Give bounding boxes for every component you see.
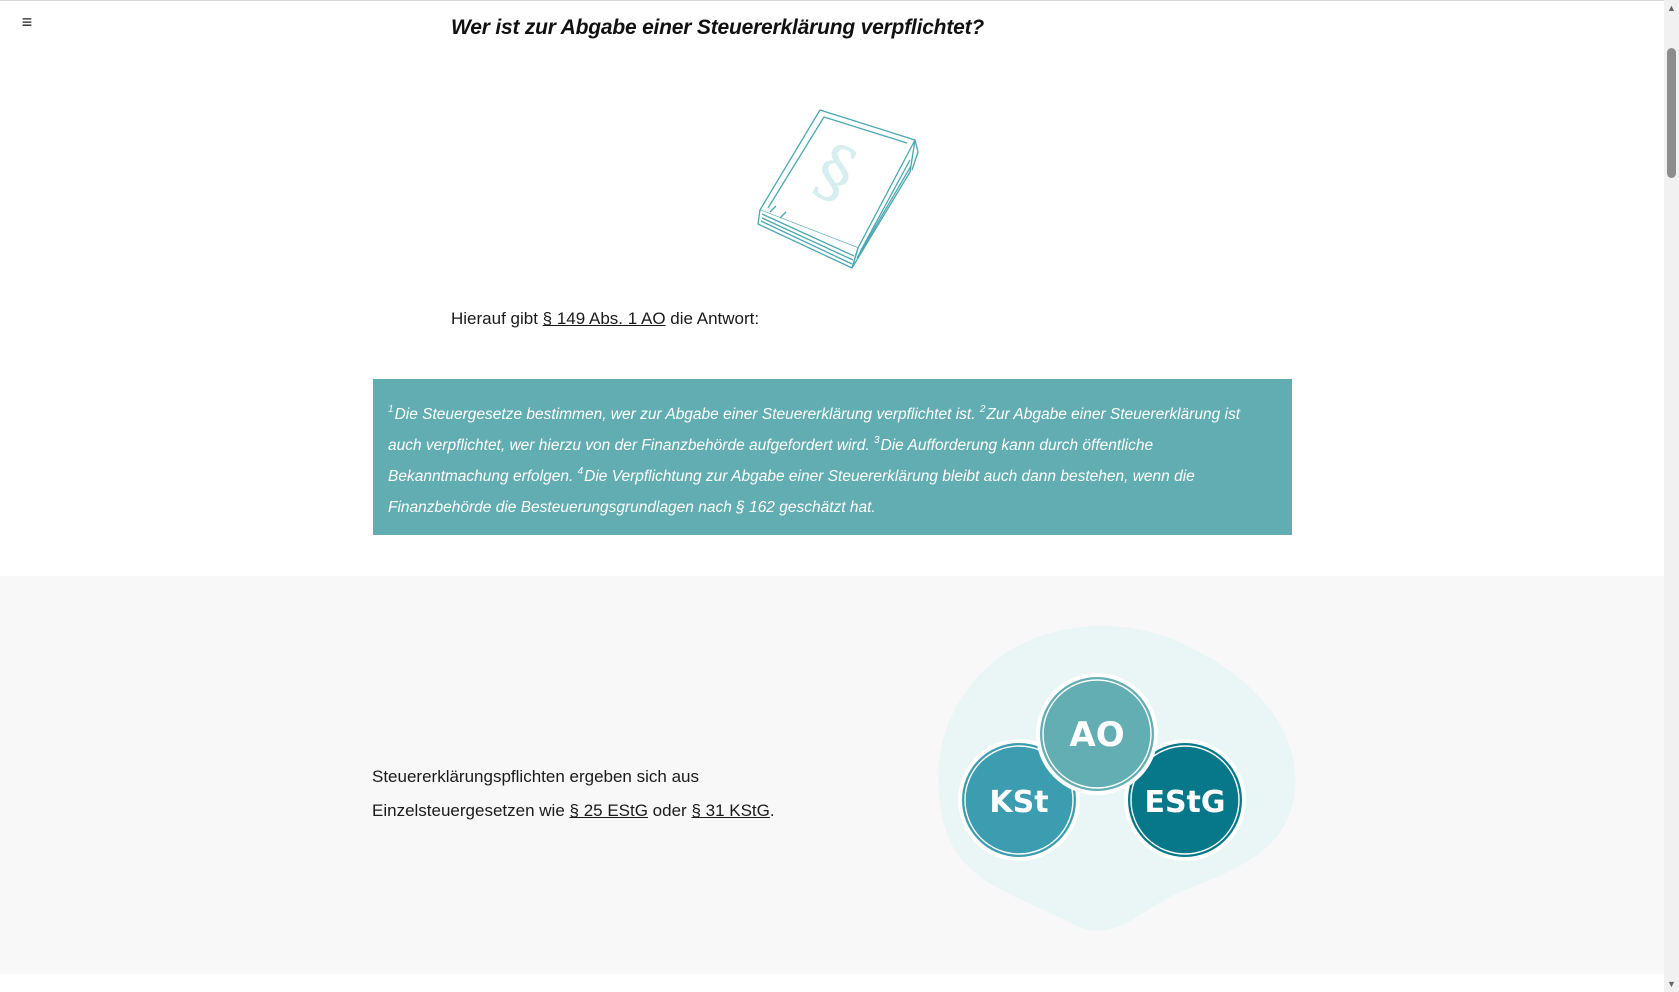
sentence-number-1: 1 — [388, 404, 394, 415]
hamburger-menu-icon[interactable]: ≡ — [21, 12, 33, 32]
intro-prefix: Hierauf gibt — [451, 309, 543, 328]
sentence-number-2: 2 — [979, 404, 986, 415]
tax-law-circles-diagram — [935, 620, 1305, 940]
law-quote-box — [373, 379, 1292, 535]
intro-suffix: die Antwort: — [665, 309, 760, 328]
law-book-paragraph-icon — [740, 100, 930, 285]
line2-prefix: Einzelsteuergesetzen wie — [372, 801, 570, 820]
svg-text:§: § — [802, 127, 869, 217]
label-estg: EStG — [1144, 785, 1226, 820]
grey-section-background — [0, 576, 1664, 974]
sentence-number-3: 3 — [873, 435, 880, 446]
sentence-number-4: 4 — [577, 466, 584, 477]
circle-ao — [1036, 673, 1158, 795]
intro-text — [451, 309, 759, 329]
tax-law-text — [372, 760, 802, 828]
sentence-4: Die Verpflichtung zur Abgabe einer Steuererklärung bleibt auch dann bestehen, wenn die Finanzbehörde die Besteuerungsgrundlagen nach § 162 geschätzt hat. — [388, 468, 1195, 516]
tax-law-line-2 — [372, 794, 802, 828]
sentence-1: Die Steuergesetze bestimmen, wer zur Abgabe einer Steuererklärung verpflichtet ist. — [394, 406, 980, 423]
top-border — [0, 0, 1664, 1]
scroll-down-arrow-icon[interactable]: ▼ — [1667, 979, 1676, 989]
line2-suffix: . — [769, 801, 775, 820]
page-heading: Wer ist zur Abgabe einer Steuererklärung verpflichtet? — [451, 16, 985, 39]
label-kst: KSt — [989, 785, 1049, 820]
link-31-kstg[interactable]: § 31 KStG — [691, 801, 770, 820]
line2-middle: oder — [647, 801, 692, 820]
sentence-2: Zur Abgabe einer Steuererklärung ist auch verpflichtet, wer hierzu von der Finanzbehörde aufgefordert wird. — [388, 406, 1240, 454]
link-25-estg[interactable]: § 25 EStG — [569, 801, 648, 820]
link-149-ao[interactable]: § 149 Abs. 1 AO — [542, 309, 666, 328]
scroll-up-arrow-icon[interactable]: ▲ — [1667, 3, 1676, 13]
sentence-3: Die Aufforderung kann durch öffentliche Bekanntmachung erfolgen. — [388, 437, 1154, 485]
tax-law-line-1: Steuererklärungspflichten ergeben sich aus — [372, 767, 699, 786]
scrollbar-thumb[interactable] — [1667, 48, 1676, 178]
vertical-scrollbar[interactable] — [1664, 0, 1679, 992]
label-ao: AO — [1069, 715, 1125, 755]
